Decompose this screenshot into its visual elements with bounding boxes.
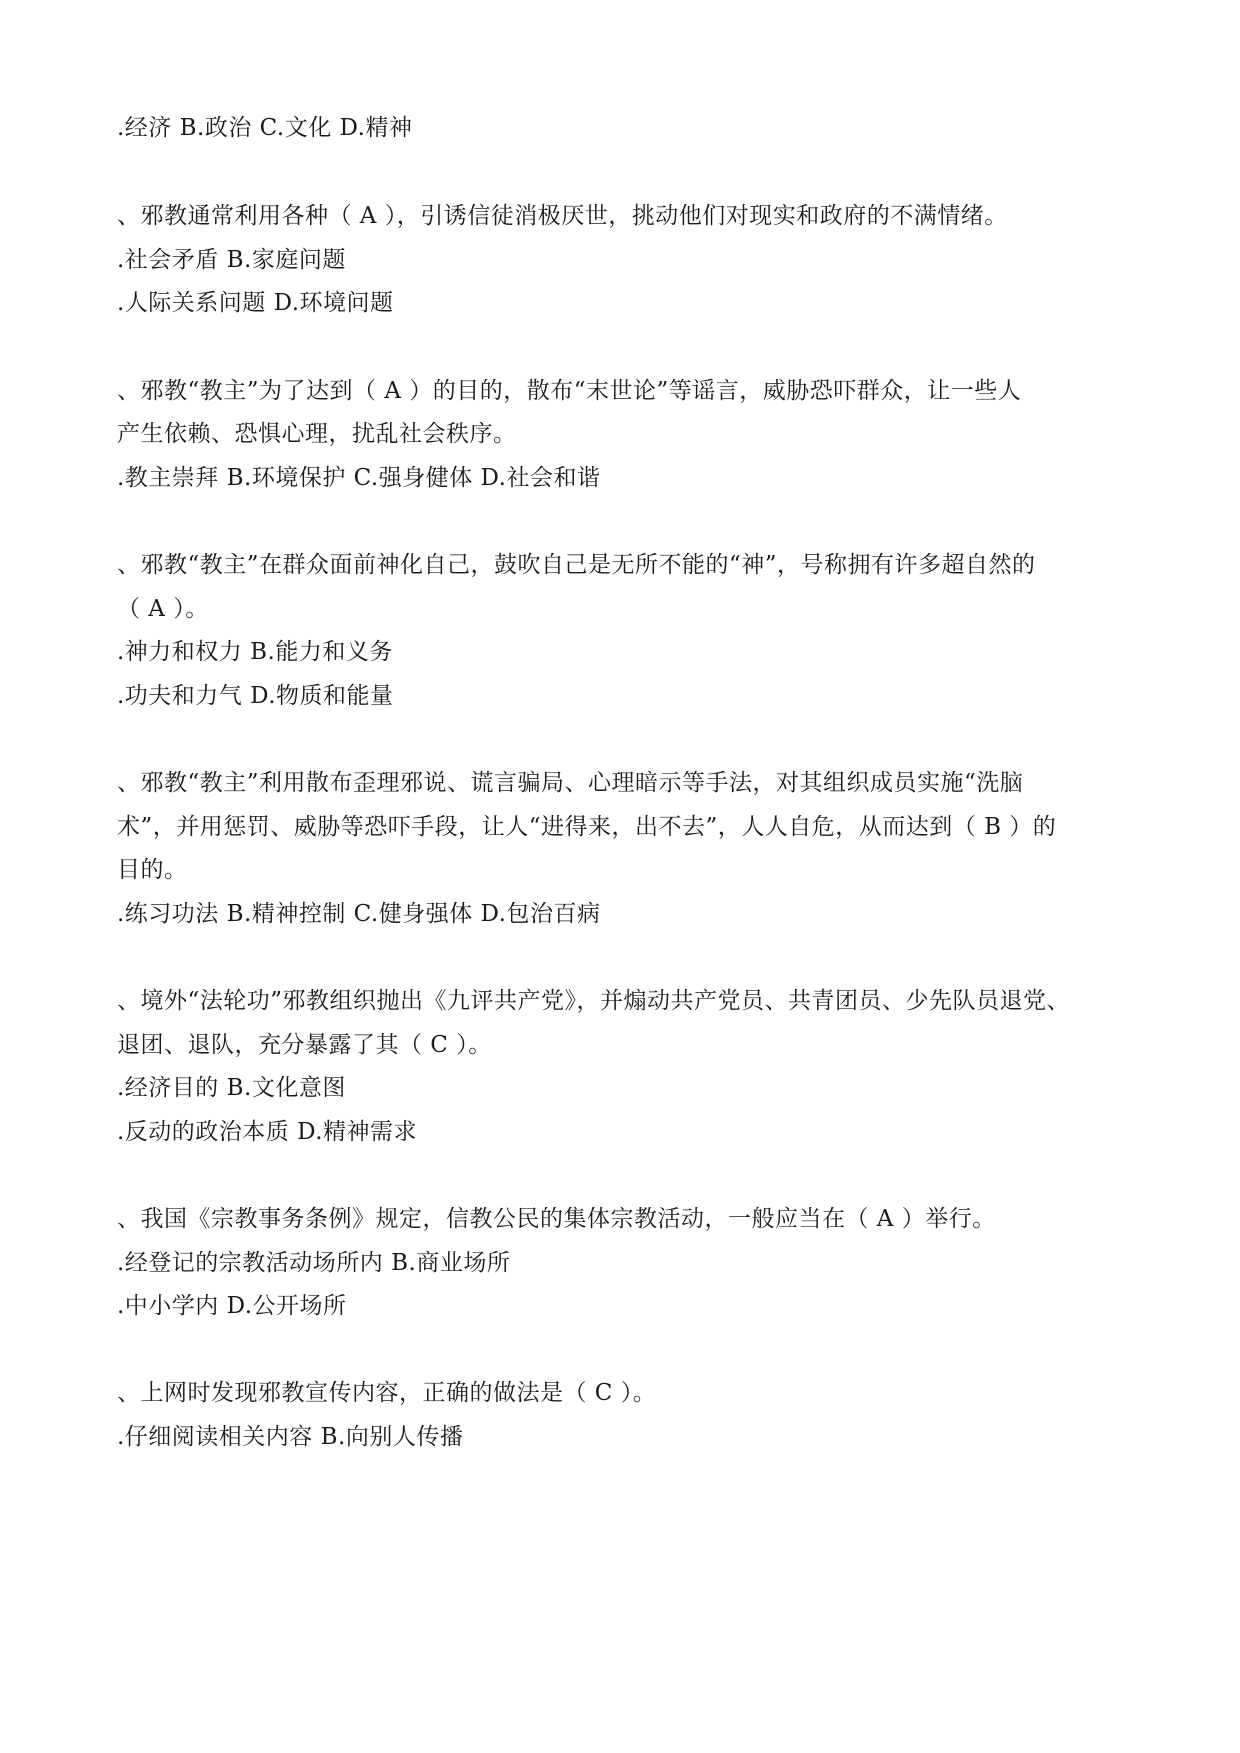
q4-question-line2: 术”，并用惩罚、威胁等恐吓手段，让人“进得来，出不去”，人人自危，从而达到（ B ）的 [117,814,1057,840]
q6-options-ab: .经登记的宗教活动场所内 B.商业场所 [117,1250,511,1276]
q7-options-ab: .仔细阅读相关内容 B.向别人传播 [117,1424,464,1450]
q1-options-cd: .人际关系问题 D.环境问题 [117,290,394,316]
q1-question: 、邪教通常利用各种（ A ），引诱信徒消极厌世，挑动他们对现实和政府的不满情绪。 [117,203,1008,229]
q4-question-line3: 目的。 [117,857,188,883]
q3-options-ab: .神力和权力 B.能力和义务 [117,639,393,665]
q2-options: .教主崇拜 B.环境保护 C.强身健体 D.社会和谐 [117,465,601,491]
q0-options: .经济 B.政治 C.文化 D.精神 [117,115,413,141]
q4-question-line1: 、邪教“教主”利用散布歪理邪说、谎言骗局、心理暗示等手法，对其组织成员实施“洗脑 [117,770,1024,796]
q3-question-line1: 、邪教“教主”在群众面前神化自己，鼓吹自己是无所不能的“神”，号称拥有许多超自然的 [117,552,1036,578]
q4-options: .练习功法 B.精神控制 C.健身强体 D.包治百病 [117,901,601,927]
q5-options-ab: .经济目的 B.文化意图 [117,1075,346,1101]
q5-question-line1: 、境外“法轮功”邪教组织抛出《九评共产党》，并煽动共产党员、共青团员、少先队员退党、 [117,988,1071,1014]
q3-options-cd: .功夫和力气 D.物质和能量 [117,683,394,709]
q1-options-ab: .社会矛盾 B.家庭问题 [117,247,346,273]
q3-question-line2: （ A ）。 [117,596,209,622]
q6-question: 、我国《宗教事务条例》规定，信教公民的集体宗教活动，一般应当在（ A ）举行。 [117,1206,996,1232]
q5-options-cd: .反动的政治本质 D.精神需求 [117,1119,418,1145]
q7-question: 、上网时发现邪教宣传内容，正确的做法是（ C ）。 [117,1380,657,1406]
q2-question-line1: 、邪教“教主”为了达到（ A ）的目的，散布“末世论”等谣言，威胁恐吓群众，让一些人 [117,378,1022,404]
q5-question-line2: 退团、退队，充分暴露了其（ C ）。 [117,1032,492,1058]
q6-options-cd: .中小学内 D.公开场所 [117,1293,347,1319]
q2-question-line2: 产生依赖、恐惧心理，扰乱社会秩序。 [117,421,517,447]
